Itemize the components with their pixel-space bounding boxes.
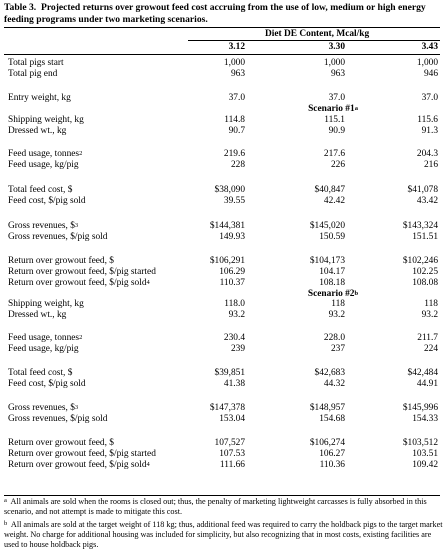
table-cell: 963	[230, 69, 245, 79]
table-title: Projected returns over growout feed cost accruing from the use of low, medium or high energy feeding programs under two marketing scenarios.	[4, 2, 426, 25]
column-header-2: 3.30	[328, 42, 345, 52]
table-caption	[4, 2, 444, 25]
table-cell: 154.68	[319, 414, 345, 424]
row-label	[8, 58, 64, 69]
footnote-ref: 2	[79, 150, 83, 157]
table-cell: 1,000	[223, 58, 245, 68]
row-label-text: Feed usage, tonnes	[8, 149, 80, 159]
table-cell: 211.7	[417, 333, 438, 343]
diet-de-header: Diet DE Content, Mcal/kg	[265, 29, 370, 39]
row-label-text: Return over growout feed, $	[8, 438, 114, 448]
row-label	[8, 379, 86, 390]
table-cell: 217.6	[323, 149, 345, 159]
table-cell: $102,246	[402, 256, 438, 266]
scenario1-title-text: Scenario #1	[308, 104, 355, 114]
scenario1-title	[283, 104, 383, 115]
row-label	[8, 267, 156, 278]
scenario1-mark: a	[354, 105, 358, 112]
row-label-text: Dressed wt., kg	[8, 126, 67, 136]
table-cell: 108.18	[319, 278, 345, 288]
row-label	[8, 449, 156, 460]
table-cell: 93.2	[228, 310, 245, 320]
row-label-text: Feed cost, $/pig sold	[8, 379, 86, 389]
header-rule	[4, 54, 440, 55]
table-cell: 1,000	[416, 58, 438, 68]
table-cell: 90.7	[228, 126, 245, 136]
column-header-3: 3.43	[421, 42, 438, 52]
footnote-ref: 4	[146, 279, 150, 286]
footnote-ref: 3	[74, 222, 79, 229]
row-label-text: Gross revenues, $/pig sold	[8, 414, 108, 424]
scenario2-mark: b	[354, 290, 359, 297]
table-cell: 107,527	[214, 438, 245, 448]
row-label-text: Gross revenues, $	[8, 221, 75, 231]
row-label	[8, 278, 150, 289]
table-cell: 106.27	[319, 449, 345, 459]
table-cell: 108.08	[412, 278, 438, 288]
table-cell: $39,851	[214, 368, 245, 378]
table-cell: $42,683	[314, 368, 345, 378]
row-label	[8, 310, 66, 321]
footnote-b-text: All animals are sold at the target weight of 118 kg; thus, additional feed was required to carry the holdback pigs to the target market weight. No charge for additional housing was included for simplicity, but also recognizing that in most costs, existing facilities are used to house holdback pigs.	[4, 520, 443, 549]
scenario2-title-text: Scenario #2	[307, 289, 355, 299]
table-cell: 43.42	[416, 196, 438, 206]
table-cell: $106,274	[309, 438, 345, 448]
table-cell: $103,512	[402, 438, 438, 448]
table-cell: 228.0	[323, 333, 345, 343]
table-cell: 228	[230, 160, 245, 170]
row-label-text: Shipping weight, kg	[8, 299, 84, 309]
row-label	[8, 368, 72, 379]
table-cell: 153.04	[219, 414, 245, 424]
table-cell: 106.29	[219, 267, 245, 277]
row-label	[8, 126, 66, 137]
table-cell: 946	[423, 69, 438, 79]
table-cell: 219.6	[223, 149, 245, 159]
footnote-a-text: All animals are sold when the rooms is closed out; thus, the penalty of marketing lightweight carcasses is fully absorbed in this scenario, and not attempt is made to mitigate this cost.	[4, 497, 427, 516]
row-label-text: Gross revenues, $	[8, 403, 75, 413]
row-label	[8, 196, 86, 207]
table-cell: $145,020	[309, 221, 345, 231]
table-cell: 239	[230, 344, 245, 354]
table-cell: $104,173	[309, 256, 345, 266]
row-label-text: Shipping weight, kg	[8, 115, 84, 125]
table-cell: 90.9	[328, 126, 345, 136]
table-cell: 226	[330, 160, 345, 170]
row-label	[8, 149, 82, 160]
row-label-text: Total pigs start	[8, 58, 64, 68]
table-cell: 111.66	[219, 460, 245, 470]
table-cell: $144,381	[209, 221, 245, 231]
table-cell: 115.1	[324, 115, 345, 125]
row-label	[8, 460, 150, 471]
table-cell: 37.0	[228, 93, 245, 103]
row-label-text: Feed cost, $/pig sold	[8, 196, 86, 206]
table-cell: 102.25	[412, 267, 438, 277]
table-cell: 154.33	[412, 414, 438, 424]
footnote-mark-a: a	[4, 497, 7, 504]
table-label: Table 3.	[4, 2, 37, 13]
table-cell: 42.42	[323, 196, 345, 206]
table-cell: 216	[423, 160, 438, 170]
footnote-ref: 3	[74, 404, 79, 411]
table-cell: 204.3	[416, 149, 438, 159]
row-label	[8, 93, 71, 104]
row-label	[8, 232, 107, 243]
table-cell: 39.55	[223, 196, 245, 206]
footnote-b	[4, 520, 444, 549]
table-cell: 93.2	[421, 310, 438, 320]
top-rule	[4, 27, 440, 28]
row-label	[8, 403, 78, 414]
row-label-text: Dressed wt., kg	[8, 310, 67, 320]
row-label-text: Return over growout feed, $/pig started	[8, 267, 156, 277]
table-cell: $148,957	[309, 403, 345, 413]
table-cell: 104.17	[319, 267, 345, 277]
table-cell: 118.0	[224, 299, 245, 309]
row-label-text: Gross revenues, $/pig sold	[8, 232, 108, 242]
table-cell: $40,847	[314, 185, 345, 195]
table-cell: 37.0	[328, 93, 345, 103]
table-cell: 114.8	[224, 115, 245, 125]
row-label-text: Feed usage, kg/pig	[8, 344, 79, 354]
row-label-text: Return over growout feed, $/pig started	[8, 449, 156, 459]
row-label	[8, 438, 114, 449]
footnote-mark-b: b	[4, 520, 8, 527]
table-cell: $143,324	[402, 221, 438, 231]
table-cell: 237	[330, 344, 345, 354]
row-label	[8, 414, 107, 425]
column-header-1: 3.12	[228, 42, 245, 52]
row-label-text: Total feed cost, $	[8, 368, 73, 378]
row-label	[8, 221, 78, 232]
row-label	[8, 333, 82, 344]
table-cell: 93.2	[328, 310, 345, 320]
footnote-ref: 4	[146, 461, 150, 468]
table-cell: 44.91	[416, 379, 438, 389]
row-label-text: Return over growout feed, $/pig sold	[8, 278, 147, 288]
table-cell: 107.53	[219, 449, 245, 459]
row-label-text: Feed usage, kg/pig	[8, 160, 79, 170]
table-cell: 41.38	[223, 379, 245, 389]
table-cell: 151.51	[412, 232, 438, 242]
table-cell: 963	[330, 69, 345, 79]
row-label	[8, 344, 79, 355]
table-cell: $41,078	[407, 185, 438, 195]
row-label	[8, 115, 84, 126]
table-cell: 37.0	[421, 93, 438, 103]
table-cell: $42,484	[407, 368, 438, 378]
row-label-text: Return over growout feed, $	[8, 256, 114, 266]
table-cell: 150.59	[319, 232, 345, 242]
row-label-text: Total pig end	[8, 69, 58, 79]
table-cell: 103.51	[412, 449, 438, 459]
row-label	[8, 256, 114, 267]
table-cell: $145,996	[402, 403, 438, 413]
table-cell: $106,291	[209, 256, 245, 266]
row-label	[8, 160, 79, 171]
table-cell: $147,378	[209, 403, 245, 413]
table-cell: 149.93	[219, 232, 245, 242]
table-cell: 110.37	[219, 278, 245, 288]
table-cell: 115.6	[417, 115, 438, 125]
footnote-a	[4, 497, 444, 517]
table-cell: 1,000	[323, 58, 345, 68]
header-underline	[188, 40, 440, 41]
bottom-rule	[4, 495, 440, 496]
table-cell: 230.4	[223, 333, 245, 343]
row-label	[8, 299, 84, 310]
row-label	[8, 185, 72, 196]
table-cell: 44.32	[323, 379, 345, 389]
table-cell: 118	[424, 299, 438, 309]
row-label-text: Return over growout feed, $/pig sold	[8, 460, 147, 470]
table-cell: 110.36	[319, 460, 345, 470]
table-cell: $38,090	[214, 185, 245, 195]
row-label	[8, 69, 57, 80]
row-label-text: Entry weight, kg	[8, 93, 71, 103]
table-cell: 109.42	[412, 460, 438, 470]
row-label-text: Total feed cost, $	[8, 185, 73, 195]
table-cell: 118	[331, 299, 345, 309]
row-label-text: Feed usage, tonnes	[8, 333, 80, 343]
footnote-ref: 2	[79, 334, 83, 341]
table-cell: 91.3	[421, 126, 438, 136]
table-cell: 224	[423, 344, 438, 354]
